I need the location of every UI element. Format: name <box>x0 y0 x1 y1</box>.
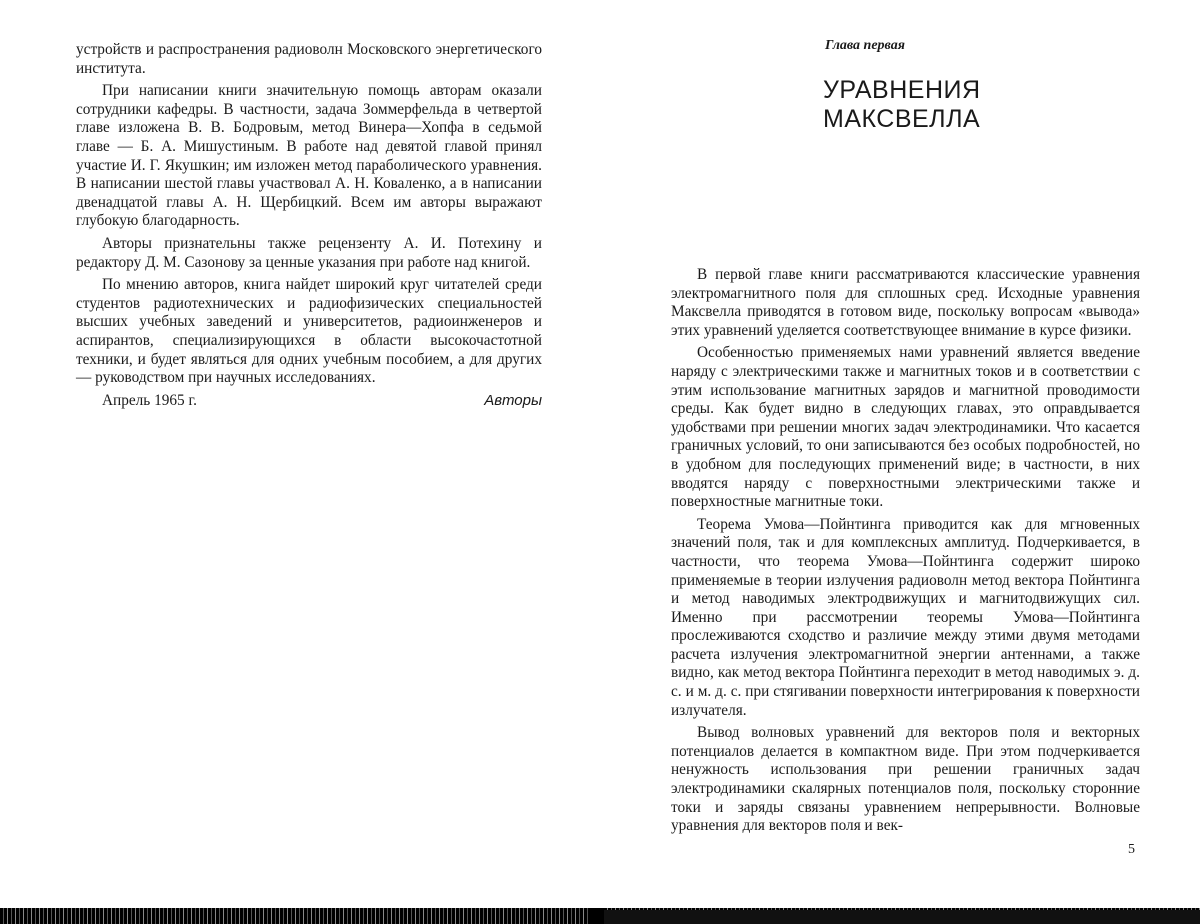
chapter-title-line: МАКСВЕЛЛА <box>823 105 981 133</box>
paragraph: По мнению авторов, книга найдет широкий круг читателей среди студентов радиотехнических и радиофизических специальностей высших учебных заведений и университетов, радиоинженеров и аспирантов, специализирующихся в области высокочастотной техники, и будет являться для одних учебным пособием, а для других — руководством при научных исследованиях. <box>76 276 542 387</box>
chapter-title <box>823 76 981 134</box>
scan-border <box>604 910 1200 924</box>
paragraph: Особенностью применяемых нами уравнений является введение наряду с электрическими также и магнитных токов и в соответствии с этим использование магнитных зарядов и магнитной проводимости среды. Как будет видно в следующих главах, это оправдывается удобствами при решении многих задач электродинамики. Что касается граничных условий, то они записываются без особых подробностей, но в удобном для последующих применений виде; в частности, в них вводятся наряду с поверхностными электрическими также и поверхностные магнитные токи. <box>671 344 1140 511</box>
spine-shadow <box>588 908 604 924</box>
page-number: 5 <box>1128 842 1135 857</box>
right-page <box>600 0 1200 924</box>
scan-edge-artifact <box>0 908 1200 924</box>
paragraph: При написании книги значительную помощь авторам оказали сотрудники кафедры. В частности, задача Зоммерфельда в четвертой главе изложена В. В. Бодровым, метод Винера—Хопфа в седьмой главе — Б. А. Мишустиным. В работе над девятой главой принял участие И. Г. Якушкин; им изложен метод параболического уравнения. В написании шестой главы участвовал А. Н. Коваленко, а в написании двенадцатой главы А. Н. Щербицкий. Всем им авторы выражают глубокую благодарность. <box>76 82 542 230</box>
paragraph: Авторы признательны также рецензенту А. И. Потехину и редактору Д. М. Сазонову за ценные указания при работе над книгой. <box>76 234 542 271</box>
signature-row <box>76 392 542 411</box>
preface-signature: Авторы <box>484 391 542 409</box>
right-page-text <box>671 266 1140 840</box>
chapter-title-line: УРАВНЕНИЯ <box>823 76 981 104</box>
paragraph: Теорема Умова—Пойнтинга приводится как для мгновенных значений поля, так и для комплексных амплитуд. Подчеркивается, в частности, что теорема Умова—Пойнтинга содержит широко применяемые в теории излучения радиоволн метод вектора Пойнтинга и метод наводимых электродвижущих и магнитодвижущих сил. Именно при рассмотрении теоремы Умова—Пойнтинга прослеживаются сходство и различие между этими двумя методами расчета излучения электромагнитной энергии антеннами, а также видно, как метод вектора Пойнтинга переходит в метод наводимых э. д. с. и м. д. с. при стягивании поверхности интегрирования к поверхности излучателя. <box>671 515 1140 719</box>
paragraph: устройств и распространения радиоволн Московского энергетического института. <box>76 41 542 77</box>
chapter-label: Глава первая <box>825 38 905 53</box>
paragraph: В первой главе книги рассматриваются классические уравнения электромагнитного поля для сплошных сред. Исходные уравнения Максвелла приводятся в готовом виде, поскольку вопросам «вывода» этих уравнений уделяется соответствующее внимание в курсе физики. <box>671 266 1140 339</box>
paragraph: Вывод волновых уравнений для векторов поля и векторных потенциалов делается в компактном виде. При этом подчеркивается ненужность использования при решении граничных задач электродинамики скалярных потенциалов поля, поскольку сторонние токи и заряды связаны уравнением непрерывности. Волновые уравнения для векторов поля и век- <box>671 724 1140 835</box>
left-page-text <box>76 41 542 410</box>
preface-date: Апрель 1965 г. <box>102 391 197 409</box>
